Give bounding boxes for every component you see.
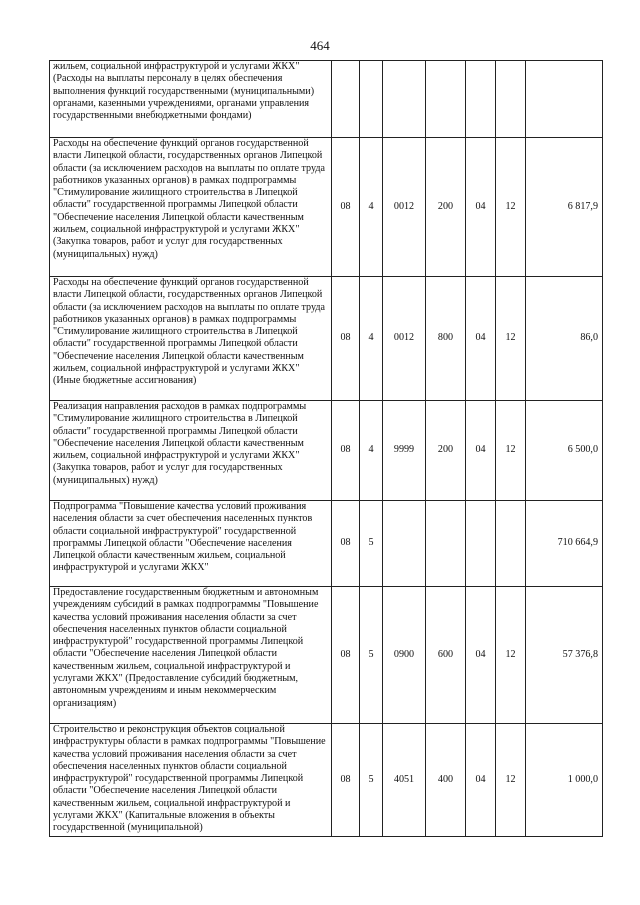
row-description: Реализация направления расходов в рамках подпрограммы "Стимулирование жилищного строительства в Липецкой области" государственной программы Липецкой области "Обеспечение населения Липецкой области качественным жильем, социальной инфраструктурой и услугами ЖКХ" (Закупка товаров, работ и услуг для государственных (муниципальных) нужд) xyxy=(50,401,332,501)
expense-type-code xyxy=(426,61,466,138)
expense-type-code: 400 xyxy=(426,724,466,837)
expense-type-code: 600 xyxy=(426,587,466,724)
amount-value xyxy=(526,61,603,138)
expense-type-code xyxy=(426,501,466,587)
row-description: Подпрограмма "Повышение качества условий проживания населения области за счет обеспечения населенных пунктов области социальной инфраструктурой" государственной программы Липецкой области "Обеспечение населения Липецкой области качественным жильем, социальной инфраструктурой и услугами ЖКХ" xyxy=(50,501,332,587)
expense-type-code: 200 xyxy=(426,138,466,277)
expense-type-code: 200 xyxy=(426,401,466,501)
amount-value: 710 664,9 xyxy=(526,501,603,587)
row-description: Расходы на обеспечение функций органов государственной власти Липецкой области, государственных органов Липецкой области (за исключением расходов на выплаты по оплате труда работников указанных органов) в рамках подпрограммы "Стимулирование жилищного строительства в Липецкой области" государственной программы Липецкой области "Обеспечение населения Липецкой области качественным жильем, социальной инфраструктурой и услугами ЖКХ" (Закупка товаров, работ и услуг для государственных (муниципальных) нужд) xyxy=(50,138,332,277)
target-code xyxy=(383,61,426,138)
target-code: 9999 xyxy=(383,401,426,501)
table-row xyxy=(50,277,603,401)
table-row xyxy=(50,61,603,138)
table-row xyxy=(50,587,603,724)
table-row xyxy=(50,138,603,277)
row-description: Предоставление государственным бюджетным и автономным учреждениям субсидий в рамках подпрограммы "Повышение качества условий проживания населения области за счет обеспечения населенных пунктов области социальной инфраструктурой" государственной программы Липецкой области "Обеспечение населения Липецкой области качественным жильем, социальной инфраструктурой и услугами ЖКХ" (Предоставление субсидий бюджетным, автономным учреждениям и иным некоммерческим организациям) xyxy=(50,587,332,724)
amount-value: 57 376,8 xyxy=(526,587,603,724)
amount-value: 6 817,9 xyxy=(526,138,603,277)
function-code-2 xyxy=(496,501,526,587)
subprogram-code: 5 xyxy=(360,501,383,587)
subprogram-code xyxy=(360,61,383,138)
budget-table xyxy=(49,60,603,837)
amount-value: 1 000,0 xyxy=(526,724,603,837)
table-row xyxy=(50,724,603,837)
section-code: 08 xyxy=(332,587,360,724)
target-code xyxy=(383,501,426,587)
row-description: Расходы на обеспечение функций органов государственной власти Липецкой области, государственных органов Липецкой области (за исключением расходов на выплаты по оплате труда работников указанных органов) в рамках подпрограммы "Стимулирование жилищного строительства в Липецкой области" государственной программы Липецкой области "Обеспечение населения Липецкой области качественным жильем, социальной инфраструктурой и услугами ЖКХ" (Иные бюджетные ассигнования) xyxy=(50,277,332,401)
section-code: 08 xyxy=(332,138,360,277)
amount-value: 6 500,0 xyxy=(526,401,603,501)
function-code-1 xyxy=(466,501,496,587)
target-code: 4051 xyxy=(383,724,426,837)
function-code-2: 12 xyxy=(496,401,526,501)
function-code-1: 04 xyxy=(466,401,496,501)
function-code-2: 12 xyxy=(496,587,526,724)
function-code-2: 12 xyxy=(496,277,526,401)
section-code xyxy=(332,61,360,138)
table-row xyxy=(50,501,603,587)
expense-type-code: 800 xyxy=(426,277,466,401)
section-code: 08 xyxy=(332,277,360,401)
section-code: 08 xyxy=(332,401,360,501)
subprogram-code: 4 xyxy=(360,277,383,401)
amount-value: 86,0 xyxy=(526,277,603,401)
page-number: 464 xyxy=(310,38,330,53)
subprogram-code: 5 xyxy=(360,587,383,724)
function-code-1: 04 xyxy=(466,138,496,277)
subprogram-code: 4 xyxy=(360,138,383,277)
function-code-1: 04 xyxy=(466,277,496,401)
function-code-2: 12 xyxy=(496,724,526,837)
row-description: Строительство и реконструкция объектов социальной инфраструктуры области в рамках подпрограммы "Повышение качества условий проживания населения области за счет обеспечения населенных пунктов области социальной инфраструктурой" государственной программы Липецкой области "Обеспечение населения Липецкой области качественным жильем, социальной инфраструктурой и услугами ЖКХ" (Капитальные вложения в объекты государственной (муниципальной) xyxy=(50,724,332,837)
subprogram-code: 4 xyxy=(360,401,383,501)
function-code-1 xyxy=(466,61,496,138)
target-code: 0900 xyxy=(383,587,426,724)
section-code: 08 xyxy=(332,724,360,837)
target-code: 0012 xyxy=(383,138,426,277)
function-code-1: 04 xyxy=(466,587,496,724)
subprogram-code: 5 xyxy=(360,724,383,837)
table-row xyxy=(50,401,603,501)
row-description: жильем, социальной инфраструктурой и услугами ЖКХ" (Расходы на выплаты персоналу в целях обеспечения выполнения функций государственными (муниципальными) органами, казенными учреждениями, органами управления государственными внебюджетными фондами) xyxy=(50,61,332,138)
function-code-1: 04 xyxy=(466,724,496,837)
section-code: 08 xyxy=(332,501,360,587)
function-code-2: 12 xyxy=(496,138,526,277)
function-code-2 xyxy=(496,61,526,138)
target-code: 0012 xyxy=(383,277,426,401)
